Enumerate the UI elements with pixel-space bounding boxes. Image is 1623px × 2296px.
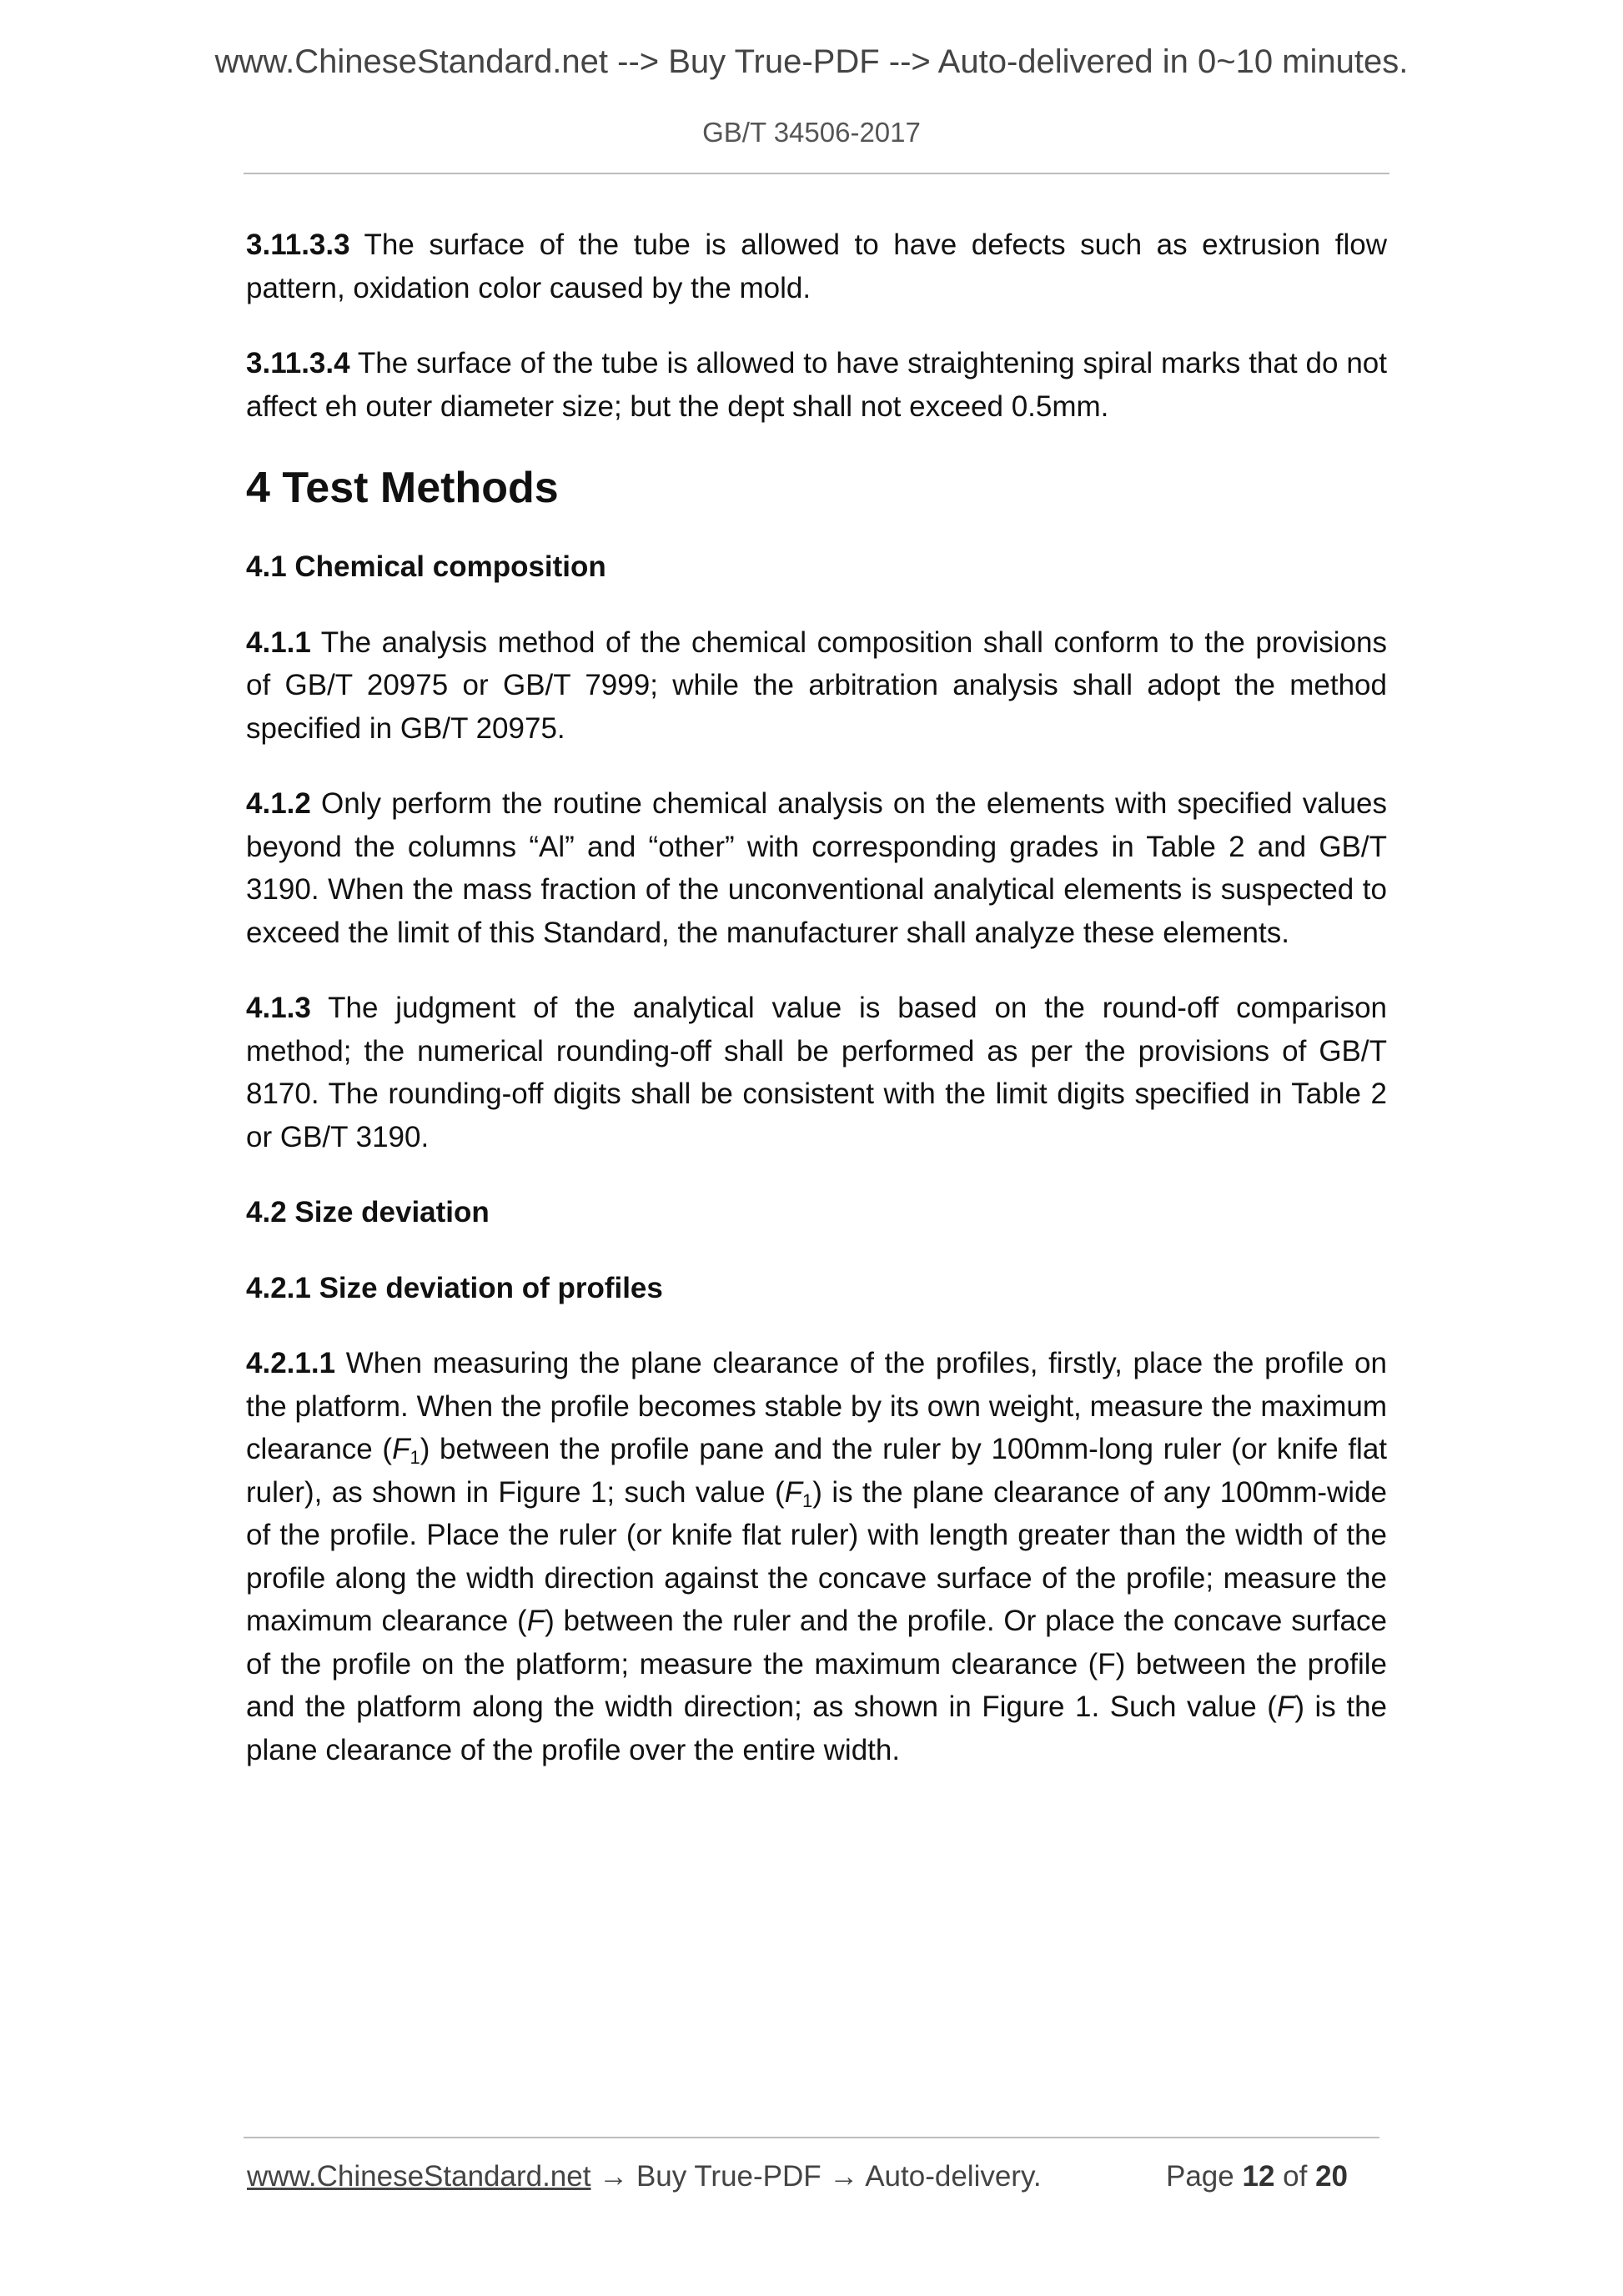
page-total: 20 [1315, 2160, 1349, 2193]
standard-code: GB/T 34506-2017 [702, 117, 921, 148]
symbol-f: F [526, 1605, 545, 1637]
clause-text: The surface of the tube is allowed to have straightening spiral marks that do not affect eh outer diameter size; but the dept shall not exceed 0.5mm. [246, 347, 1387, 423]
heading-size-deviation: 4.2 Size deviation [246, 1196, 490, 1228]
clause-number: 4.1.1 [246, 625, 311, 659]
of-word: of [1283, 2160, 1308, 2193]
footer-website-link[interactable]: www.ChineseStandard.net [247, 2160, 591, 2193]
clause-3-11-3-4 [246, 342, 1387, 428]
clause-4-2-1-1 [246, 1342, 1387, 1771]
clause-number: 4.2.1.1 [246, 1347, 336, 1379]
top-banner: www.ChineseStandard.net --> Buy True-PDF --> Auto-delivered in 0~10 minutes. [214, 43, 1409, 80]
clause-number: 3.11.3.4 [246, 347, 350, 379]
subscript-1: 1 [802, 1490, 813, 1511]
footer-promo [247, 2160, 1042, 2193]
clause-text-2: ) between the profile pane and the ruler by 100mm-long ruler (or knife flat ruler), as shown in Figure 1; such value ( [246, 1433, 1388, 1509]
footer-divider [244, 2137, 1379, 2138]
footer-delivery-text: Auto-delivery. [865, 2160, 1042, 2193]
clause-number: 4.1.2 [246, 787, 311, 820]
footer-buy-text: Buy True-PDF [636, 2160, 822, 2193]
heading-size-deviation-profiles: 4.2.1 Size deviation of profiles [246, 1271, 663, 1304]
subscript-1: 1 [410, 1447, 420, 1468]
clause-3-11-3-3 [246, 224, 1387, 309]
symbol-f: F [784, 1475, 803, 1509]
clause-text-5: ) is the plane clearance of the profile over the entire width. [246, 1691, 1387, 1766]
symbol-f: F [1276, 1691, 1295, 1723]
page-number: 12 [1242, 2160, 1275, 2193]
clause-4-1-3 [246, 987, 1387, 1158]
clause-number: 4.1.3 [246, 992, 311, 1024]
arrow-right-icon: → [829, 2160, 859, 2193]
page-indicator [1166, 2160, 1348, 2193]
clause-4-1-2 [246, 782, 1387, 954]
clause-text-3: ) is the plane clearance of any 100mm-wide of the profile. Place the ruler (or knife flat ruler) with length greater than the width of the profile along the width direction against the concave surface of the profile; measure the maximum clearance ( [246, 1475, 1387, 1637]
clause-text-1: When measuring the plane clearance of the profiles, firstly, place the profile on the platform. When the profile becomes stable by its own weight, measure the maximum clearance ( [246, 1347, 1387, 1465]
heading-chemical-composition: 4.1 Chemical composition [246, 550, 606, 583]
clause-text: The judgment of the analytical value is based on the round-off comparison method; the numerical rounding-off shall be performed as per the provisions of GB/T 8170. The rounding-off digits shall be consistent with the limit digits specified in Table 2 or GB/T 3190. [246, 992, 1388, 1153]
header-divider [244, 173, 1389, 174]
page-word: Page [1166, 2160, 1234, 2193]
clause-text: The analysis method of the chemical composition shall conform to the provisions of GB/T 20975 or GB/T 7999; while the arbitration analysis shall adopt the method specified in GB/T 20975. [246, 625, 1388, 745]
symbol-f: F [392, 1433, 410, 1465]
heading-test-methods: 4 Test Methods [246, 464, 559, 512]
clause-text-4: ) between the ruler and the profile. Or place the concave surface of the profile on the platform; measure the maximum clearance (F) between the profile and the platform along the width direction; as shown in Figure 1. Such value ( [246, 1605, 1387, 1723]
arrow-right-icon: → [599, 2160, 629, 2193]
clause-number: 3.11.3.3 [246, 229, 350, 261]
clause-4-1-1 [246, 621, 1387, 751]
clause-text: Only perform the routine chemical analysis on the elements with specified values beyond the columns “Al” and “other” with corresponding grades in Table 2 and GB/T 3190. When the mass fraction of the unconventional analytical elements is suspected to exceed the limit of this Standard, the manufacturer shall analyze these elements. [246, 787, 1387, 949]
clause-text: The surface of the tube is allowed to have defects such as extrusion flow pattern, oxidation color caused by the mold. [246, 229, 1387, 304]
document-body [246, 224, 1387, 1804]
